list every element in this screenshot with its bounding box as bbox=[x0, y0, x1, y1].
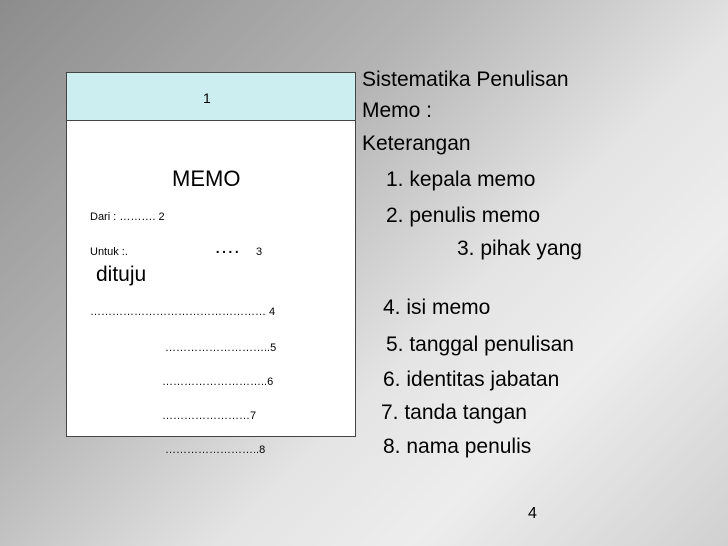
explanation-item-7: 7. tanda tangan bbox=[381, 401, 527, 424]
memo-title: MEMO bbox=[172, 166, 241, 191]
memo-dari-line: Dari : ………. 2 bbox=[90, 211, 165, 223]
explanation-item-3: 3. pihak yang bbox=[457, 237, 582, 260]
memo-line-6: ………………………..6 bbox=[162, 376, 274, 388]
explanation-title-line1: Sistematika Penulisan bbox=[362, 68, 569, 91]
explanation-item-1: 1. kepala memo bbox=[386, 168, 536, 191]
memo-header-number: 1 bbox=[203, 90, 211, 106]
memo-line-5: ………………………..5 bbox=[165, 342, 277, 354]
memo-line-7: ……………………7 bbox=[162, 410, 257, 422]
explanation-item-4: 4. isi memo bbox=[383, 296, 491, 319]
memo-untuk-line: Untuk :. bbox=[90, 246, 128, 258]
memo-header bbox=[67, 73, 355, 121]
memo-dituju: dituju bbox=[96, 263, 147, 286]
memo-line-8: ……………………..8 bbox=[165, 444, 266, 456]
explanation-item-2: 2. penulis memo bbox=[386, 204, 541, 227]
memo-line-4: ………………………………………… 4 bbox=[90, 306, 276, 318]
explanation-title-line2: Memo : bbox=[362, 99, 433, 122]
page-number: 4 bbox=[528, 505, 537, 522]
explanation-item-6: 6. identitas jabatan bbox=[383, 368, 560, 391]
memo-untuk-number: 3 bbox=[256, 246, 263, 258]
explanation-item-8: 8. nama penulis bbox=[383, 435, 532, 458]
explanation-item-5: 5. tanggal penulisan bbox=[386, 333, 574, 356]
memo-untuk-dots: …. bbox=[214, 236, 240, 258]
explanation-subtitle: Keterangan bbox=[362, 132, 471, 155]
